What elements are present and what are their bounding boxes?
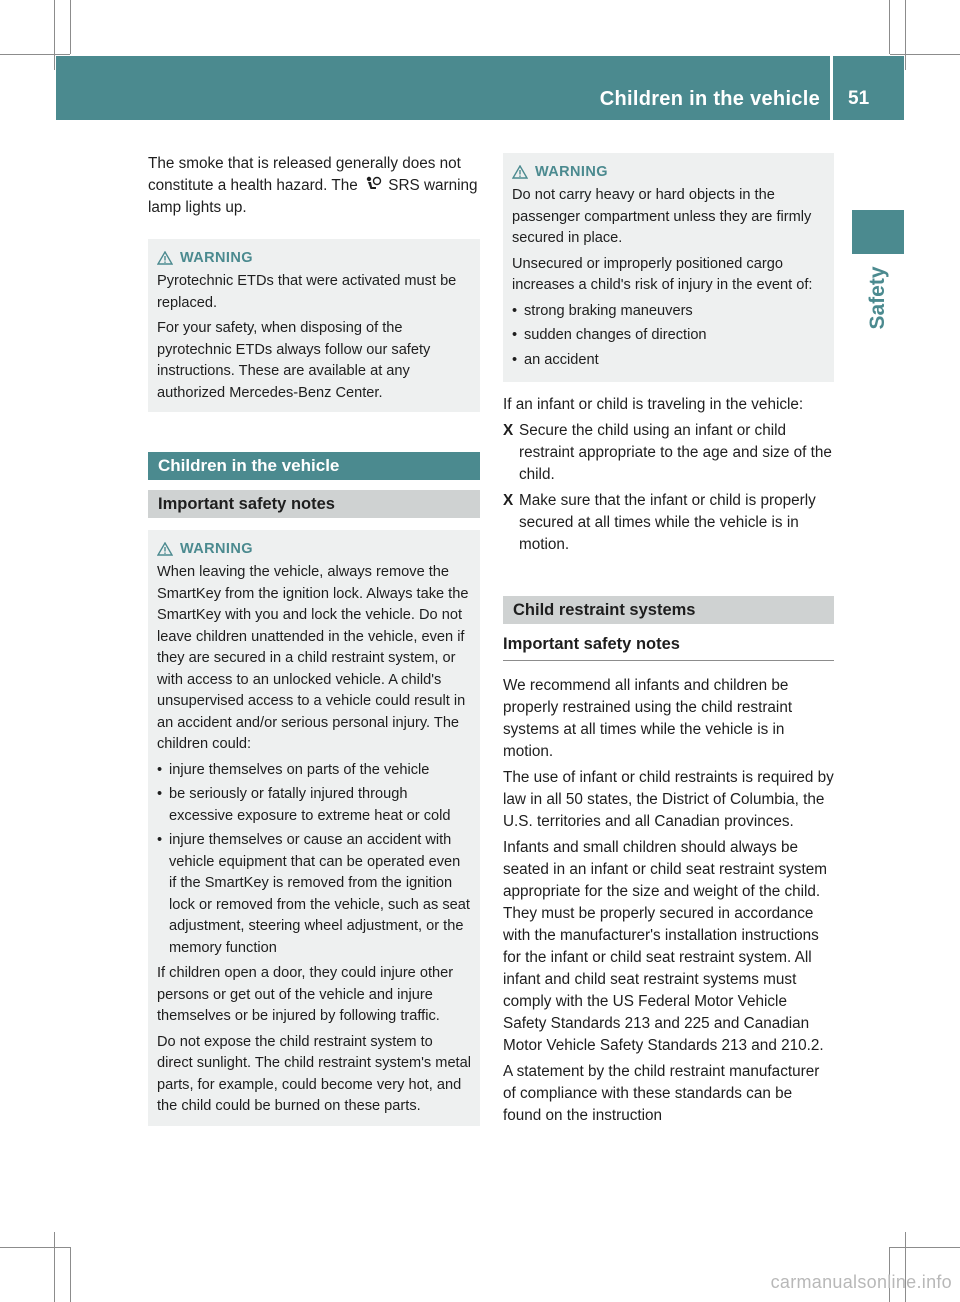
crop-mark bbox=[54, 1232, 55, 1302]
chapter-label: Safety bbox=[866, 266, 889, 330]
warning-title: WARNING bbox=[535, 164, 608, 180]
warning-paragraph: Unsecured or improperly positioned cargo increases a child's risk of injury in the event of: bbox=[512, 255, 813, 293]
warning-title: WARNING bbox=[180, 541, 253, 557]
warning-triangle-icon bbox=[157, 251, 173, 265]
right-column bbox=[503, 153, 834, 1131]
left-column bbox=[148, 153, 480, 1126]
warning-title: WARNING bbox=[180, 250, 253, 266]
list-item: • an accident bbox=[512, 350, 825, 372]
list-item: • strong braking maneuvers bbox=[512, 301, 825, 323]
intro-text-end: SRS warning lamp lights up. bbox=[148, 177, 478, 216]
airbag-srs-icon bbox=[364, 176, 382, 192]
warning-paragraph: When leaving the vehicle, always remove the SmartKey from the ignition lock. Always take the SmartKey with you and lock the vehicle. Do not leave children unattended in the vehicle, even if they are secured in a child restraint system, or with access to an unlocked vehicle. A child's unsupervised access to a vehicle could result in an accident and/or serious personal injury. The children could: bbox=[157, 564, 469, 752]
list-item: • be seriously or fatally injured through excessive exposure to extreme heat or cold bbox=[157, 784, 471, 827]
list-item: • injure themselves on parts of the vehicle bbox=[157, 760, 471, 782]
subsection-heading: Important safety notes bbox=[148, 490, 480, 518]
warning-paragraph: Pyrotechnic ETDs that were activated must be replaced. bbox=[157, 273, 457, 311]
body-paragraph: Infants and small children should always be seated in an infant or child seat restraint system appropriate for the size and weight of the child. They must be properly secured in accordance with the manufacturer's installation instructions for the infant or child seat restraint system. All infant and child seat restraint systems must comply with the US Federal Motor Vehicle Safety Standards 213 and 225 and Canadian Motor Vehicle Safety Standards 213 and 210.2. bbox=[503, 839, 827, 1054]
warning-heading bbox=[512, 161, 825, 183]
warning-triangle-icon bbox=[157, 542, 173, 556]
crop-mark bbox=[70, 1247, 71, 1302]
sub-heading: Important safety notes bbox=[503, 632, 834, 661]
step-text: Secure the child using an infant or child restraint appropriate to the age and size of the child. bbox=[519, 422, 832, 483]
bullet-list bbox=[512, 301, 825, 372]
bullet-list bbox=[157, 760, 471, 960]
list-item: • injure themselves or cause an accident with vehicle equipment that can be operated even if the SmartKey is removed from the ignition lock or removed from the vehicle, such as seat adjustment, steering wheel adjustment, or the memory function bbox=[157, 830, 471, 959]
warning-box bbox=[148, 530, 480, 1126]
instruction-step bbox=[503, 490, 834, 556]
crop-mark bbox=[890, 54, 960, 55]
body-paragraph: If an infant or child is traveling in the vehicle: bbox=[503, 396, 804, 413]
crop-mark bbox=[905, 0, 906, 70]
crop-mark bbox=[70, 0, 71, 54]
crop-mark bbox=[0, 1247, 70, 1248]
crop-mark bbox=[0, 54, 70, 55]
side-tab bbox=[852, 210, 904, 254]
subsection-heading: Child restraint systems bbox=[503, 596, 834, 624]
body-paragraph: We recommend all infants and children be properly restrained using the child restraint systems at all times while the vehicle is in motion. bbox=[503, 677, 793, 760]
instruction-step bbox=[503, 420, 834, 486]
page-title: Children in the vehicle bbox=[599, 88, 820, 110]
warning-heading bbox=[157, 538, 471, 560]
warning-paragraph: If children open a door, they could injure other persons or get out of the vehicle and injure themselves or be injured by following traffic. bbox=[157, 965, 454, 1024]
body-paragraph: The use of infant or child restraints is required by law in all 50 states, the District of Columbia, the U.S. territories and all Canadian provinces. bbox=[503, 769, 834, 830]
warning-paragraph: Do not carry heavy or hard objects in the passenger compartment unless they are firmly secured in place. bbox=[512, 187, 812, 246]
instruction-steps bbox=[503, 420, 834, 556]
step-marker: X bbox=[503, 422, 514, 439]
list-item: • sudden changes of direction bbox=[512, 325, 825, 347]
warning-heading bbox=[157, 247, 471, 269]
warning-box bbox=[148, 239, 480, 412]
watermark: carmanualsonline.info bbox=[770, 1272, 952, 1292]
body-paragraph: A statement by the child restraint manufacturer of compliance with these standards can be found on the instruction bbox=[503, 1063, 820, 1124]
crop-mark bbox=[889, 0, 890, 54]
warning-box bbox=[503, 153, 834, 382]
warning-paragraph: For your safety, when disposing of the pyrotechnic ETDs always follow our safety instructions. These are available at any authorized Mercedes-Benz Center. bbox=[157, 320, 431, 401]
page-number: 51 bbox=[848, 88, 870, 109]
step-text: Make sure that the infant or child is properly secured at all times while the vehicle is in motion. bbox=[519, 492, 816, 553]
header-divider bbox=[830, 56, 833, 120]
crop-mark bbox=[54, 0, 55, 70]
intro-text: The smoke that is released generally does not constitute a health hazard. The bbox=[148, 155, 461, 194]
crop-mark bbox=[890, 1247, 960, 1248]
warning-triangle-icon bbox=[512, 165, 528, 179]
intro-paragraph bbox=[148, 153, 480, 219]
warning-paragraph: Do not expose the child restraint system to direct sunlight. The child restraint system's metal parts, for example, could become very hot, and the child could be burned on these parts. bbox=[157, 1033, 471, 1114]
section-heading: Children in the vehicle bbox=[148, 452, 480, 480]
step-marker: X bbox=[503, 492, 514, 509]
